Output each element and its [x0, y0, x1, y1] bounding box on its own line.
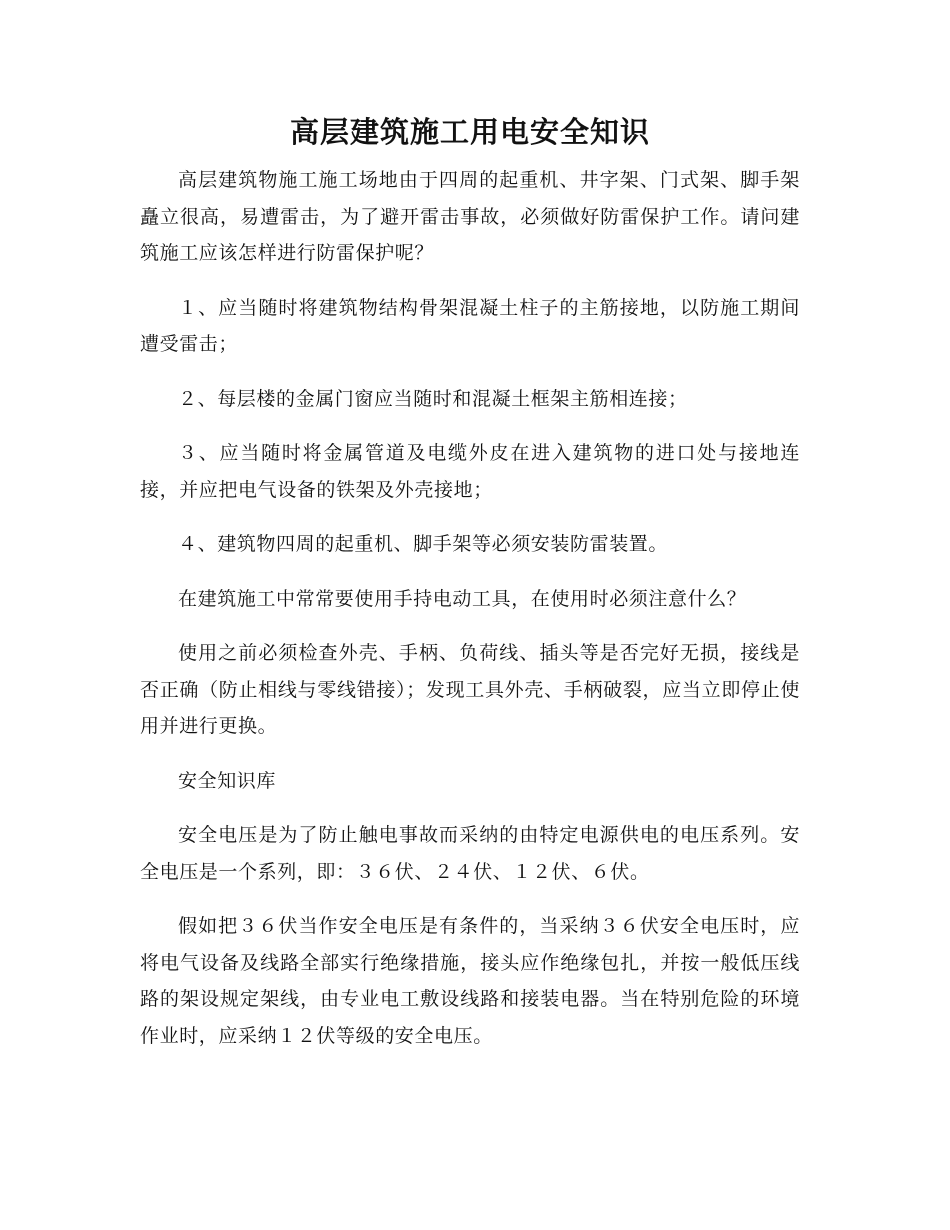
document-page — [140, 110, 800, 1072]
paragraph-36v-condition: 假如把３６伏当作安全电压是有条件的，当采纳３６伏安全电压时，应将电气设备及线路全部实行绝缘措施，接头应作绝缘包扎，并按一般低压线路的架设规定架线，由专业电工敷设线路和接装电器。当在特别危险的环境作业时，应采纳１２伏等级的安全电压。 — [140, 915, 800, 1047]
section-heading: 安全知识库 — [178, 769, 277, 792]
paragraph-safety-voltage: 安全电压是为了防止触电事故而采纳的由特定电源供电的电压系列。安全电压是一个系列，即：３６伏、２４伏、１２伏、６伏。 — [140, 824, 800, 883]
paragraph-item-4: ４、建筑物四周的起重机、脚手架等必须安装防雷装置。 — [178, 533, 669, 555]
paragraph-answer: 使用之前必须检查外壳、手柄、负荷线、插头等是否完好无损，接线是否正确（防止相线与零线错接）；发现工具外壳、手柄破裂，应当立即停止使用并进行更换。 — [140, 642, 800, 737]
paragraph-item-3: ３、应当随时将金属管道及电缆外皮在进入建筑物的进口处与接地连接，并应把电气设备的铁架及外壳接地； — [140, 442, 800, 501]
document-title: 高层建筑施工用电安全知识 — [289, 115, 650, 149]
paragraph-item-2: ２、每层楼的金属门窗应当随时和混凝土框架主筋相连接； — [178, 387, 688, 410]
paragraph-intro: 高层建筑物施工施工场地由于四周的起重机、井字架、门式架、脚手架矗立很高，易遭雷击，为了避开雷击事故，必须做好防雷保护工作。请问建筑施工应该怎样进行防雷保护呢？ — [140, 169, 800, 264]
paragraph-question: 在建筑施工中常常要使用手持电动工具，在使用时必须注意什么？ — [178, 587, 747, 610]
paragraph-item-1: １、应当随时将建筑物结构骨架混凝土柱子的主筋接地，以防施工期间遭受雷击； — [140, 296, 800, 355]
